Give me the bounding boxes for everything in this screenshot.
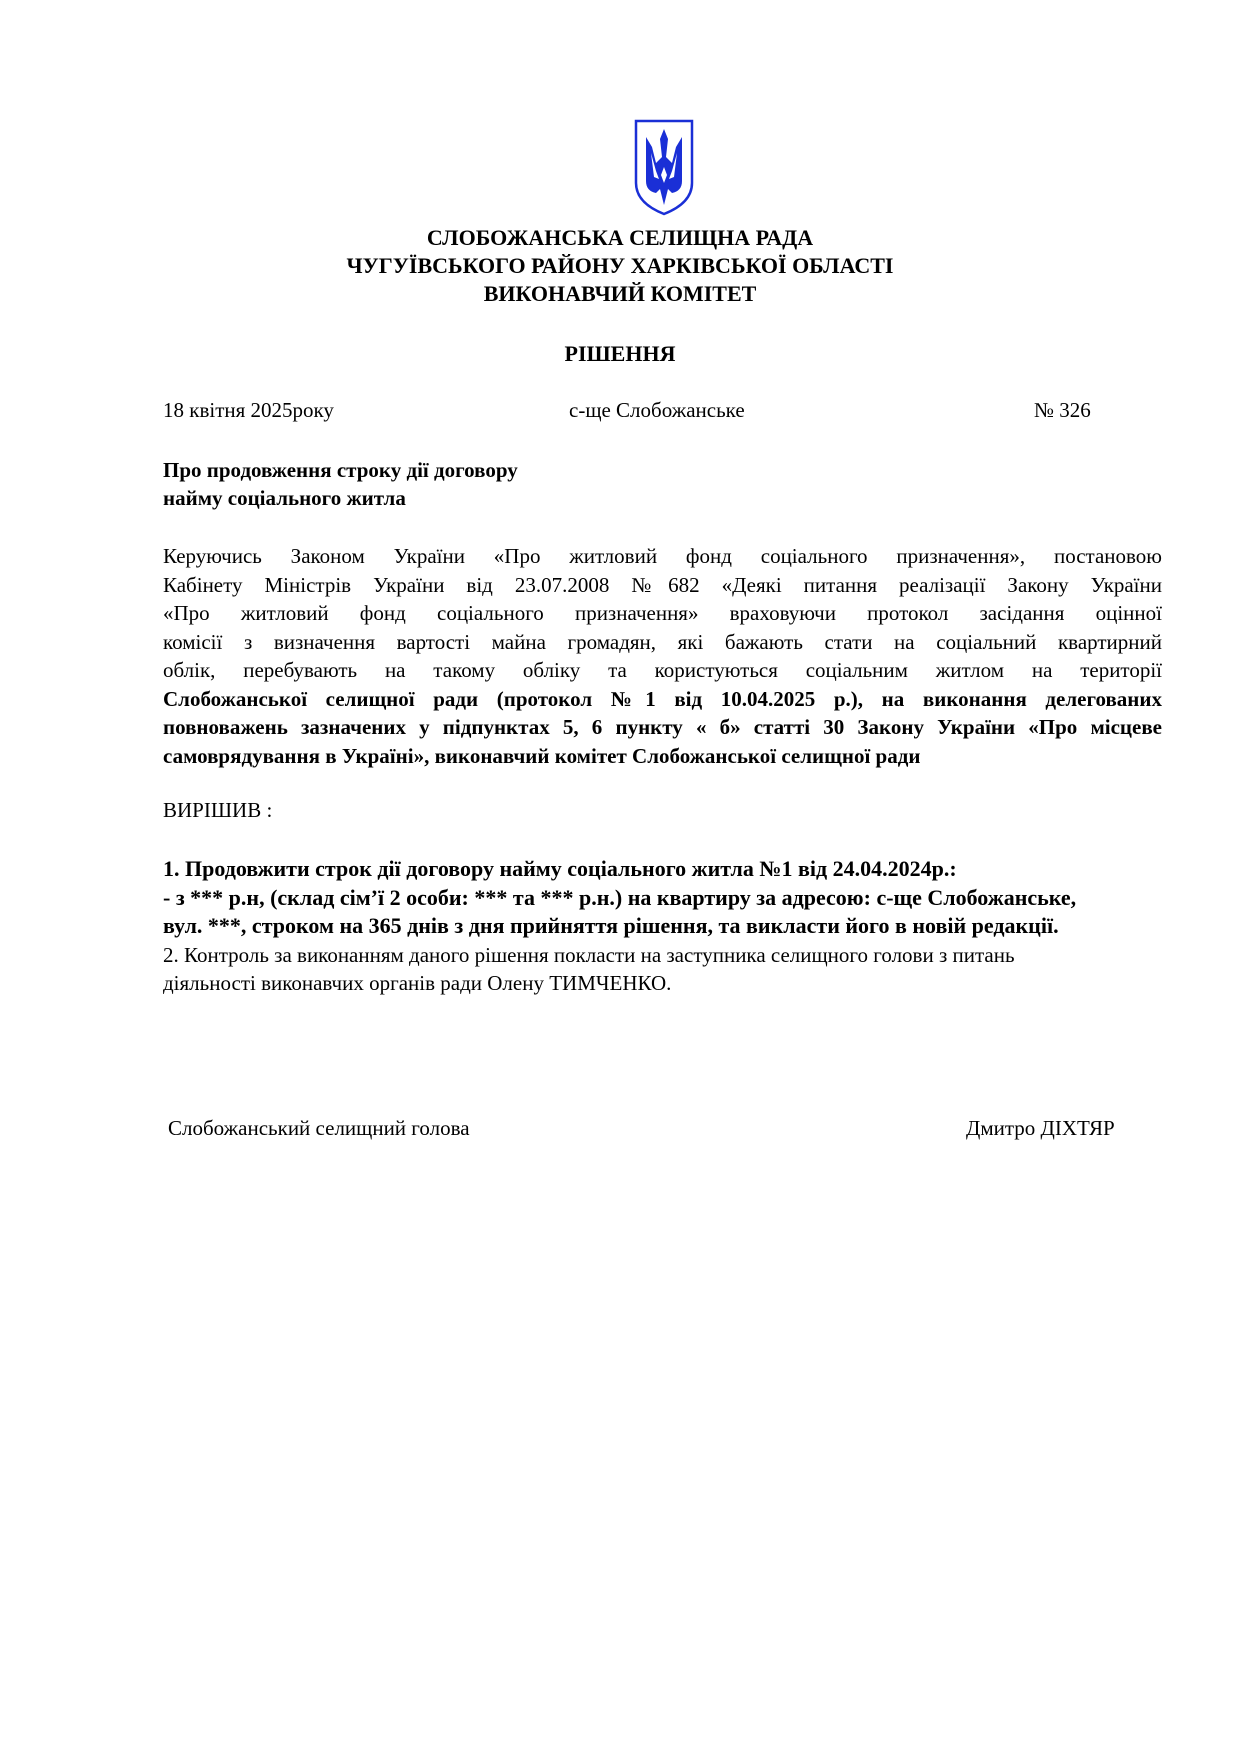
signatory-name: Дмитро ДІХТЯР bbox=[966, 1116, 1115, 1140]
decision-place: с-ще Слобожанське bbox=[569, 398, 745, 422]
decision-date: 18 квітня 2025року bbox=[163, 398, 334, 422]
decision-subject bbox=[163, 456, 518, 512]
decision-number: № 326 bbox=[1034, 398, 1091, 422]
district-name: ЧУГУЇВСЬКОГО РАЙОНУ ХАРКІВСЬКОЇ ОБЛАСТІ bbox=[346, 253, 894, 278]
preamble-line: комісії з визначення вартості майна громадян, які бажають стати на соціальний квартирний bbox=[163, 629, 1162, 654]
preamble-line: облік, перебувають на такому обліку та користуються соціальним житлом на території bbox=[163, 658, 1162, 682]
document-title: РІШЕННЯ bbox=[564, 341, 676, 366]
subject-line: Про продовження строку дії договору bbox=[163, 458, 518, 482]
coat-of-arms-icon bbox=[632, 117, 696, 217]
preamble-line: Керуючись Законом України «Про житловий фонд соціального призначення», постановою bbox=[163, 544, 1162, 568]
item-2-line: 2. Контроль за виконанням даного рішення покласти на заступника селищного голови з питань bbox=[163, 942, 1015, 967]
decided-heading: ВИРІШИВ : bbox=[163, 798, 273, 822]
item-1-line: - з *** р.н, (склад сім’ї 2 особи: *** та *** р.н.) на квартиру за адресою: с-ще Слобожанське, bbox=[163, 884, 1077, 910]
item-2-line: діяльності виконавчих органів ради Олену ТИМЧЕНКО. bbox=[163, 971, 672, 995]
item-1-line: вул. ***, строком на 365 днів з дня прийняття рішення, та викласти його в новій редакції. bbox=[163, 913, 1059, 938]
preamble-paragraph bbox=[163, 542, 1162, 770]
signatory-role: Слобожанський селищний голова bbox=[168, 1116, 470, 1140]
preamble-line: Кабінету Міністрів України від 23.07.2008 №682 «Деякі питання реалізації Закону України bbox=[163, 572, 1162, 597]
item-1-line: 1. Продовжити строк дії договору найму соціального житла №1 від 24.04.2024р.: bbox=[163, 856, 957, 881]
preamble-line: «Про житловий фонд соціального призначення» враховуючи протокол засідання оцінної bbox=[163, 601, 1162, 625]
council-name: СЛОБОЖАНСЬКА СЕЛИЩНА РАДА bbox=[426, 225, 814, 250]
preamble-line: самоврядування в Україні», виконавчий комітет Слобожанської селищної ради bbox=[163, 743, 921, 768]
preamble-line: повноважень зазначених у підпунктах 5, 6 пункту « б» статті 30 Закону України «Про місцеве bbox=[163, 715, 1162, 739]
committee-name: ВИКОНАВЧИЙ КОМІТЕТ bbox=[483, 281, 757, 306]
preamble-line: Слобожанської селищної ради (протокол №1 від 10.04.2025 р.), на виконання делегованих bbox=[163, 686, 1162, 711]
subject-line: найму соціального житла bbox=[163, 486, 406, 510]
decision-items bbox=[163, 855, 1173, 998]
